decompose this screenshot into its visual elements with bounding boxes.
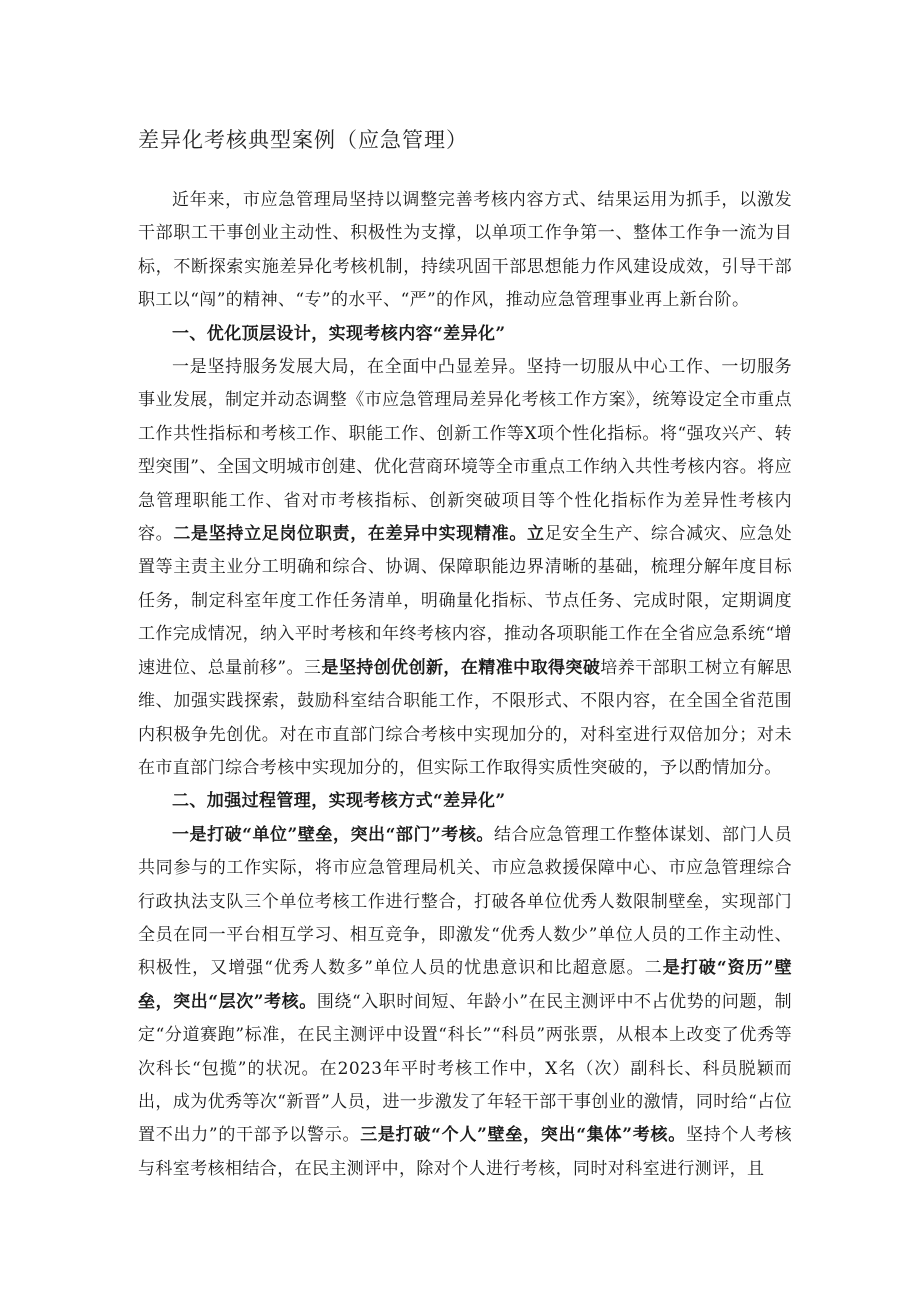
section-2-heading: 二、加强过程管理，实现考核方式“差异化” [172,791,506,812]
section-2-point-1: 结合应急管理工作整体谋划、部门人员共同参与的工作实际，将市应急管理局机关、市应急救援保障中心、市应急管理综合行政执法支队三个单位考核工作进行整合，打破各单位优秀人数限制壁垒，实现部门全员在同一平台相互学习、相互竞争，即激发“优秀人数少”单位人员的工作主动性、积极性，又增强“优秀人数多”单位人员的忧患意识和比超意愿。二 [138,824,792,979]
section-1-body [138,351,792,785]
section-2-point-1-lead: 一是打破“单位”壁垒，突出“部门”考核。 [172,824,494,845]
section-2-point-3: 坚持个人考核与科室考核相结合，在民主测评中，除对个人进行考核，同时对科室进行测评，且 [138,1125,792,1179]
section-1-point-1: 一是坚持服务发展大局，在全面中凸显差异。坚持一切服从中心工作、一切服务事业发展，制定并动态调整《市应急管理局差异化考核工作方案》，统筹设定全市重点工作共性指标和考核工作、职能工作、创新工作等X项个性化指标。将“强攻兴产、转型突围”、全国文明城市创建、优化营商环境等全市重点工作纳入共性考核内容。将应急管理职能工作、省对市考核指标、创新突破项目等个性化指标作为差异性考核内容。 [138,357,792,545]
intro-paragraph: 近年来，市应急管理局坚持以调整完善考核内容方式、结果运用为抓手，以激发干部职工干事创业主动性、积极性为支撑，以单项工作争第一、整体工作争一流为目标，不断探索实施差异化考核机制，持续巩固干部思想能力作风建设成效，引导干部职工以“闯”的精神、“专”的水平、“严”的作风，推动应急管理事业再上新台阶。 [138,190,792,311]
section-2-body [138,819,792,1186]
section-1-point-3-lead: 是坚持创优创新，在精准中取得突破 [321,657,601,678]
section-1-point-2-lead: 二是坚持立足岗位职责，在差异中实现精准。立 [173,524,545,545]
section-1-point-2: 足安全生产、综合减灾、应急处置等主责主业分工明确和综合、协调、保障职能边界清晰的基础，梳理分解年度目标任务，制定科室年度工作任务清单，明确量化指标、节点任务、完成时限，定期调度工作完成情况，纳入平时考核和年终考核内容，推动各项职能工作在全省应急系统“增速进位、总量前移”。三 [138,524,792,678]
section-2-point-2-lead: 是打破“资历”壁垒，突出“层次”考核。 [138,958,792,1012]
section-1-point-3: 培养干部职工树立有解思维、加强实践探索，鼓励科室结合职能工作，不限形式、不限内容，在全国全省范围内积极争先创优。对在市直部门综合考核中实现加分的，对科室进行双倍加分；对未在市直部门综合考核中实现加分的，但实际工作取得实质性突破的，予以酌情加分。 [138,657,792,778]
section-2-point-2: 围绕“入职时间短、年龄小”在民主测评中不占优势的问题，制定“分道赛跑”标准，在民主测评中设置“科长”“科员”两张票，从根本上改变了优秀等次科长“包揽”的状况。在2023年平时考核工作中，X名（次）副科长、科员脱颖而出，成为优秀等次“新晋”人员，进一步激发了年轻干部干事创业的激情，同时给“占位置不出力”的干部予以警示。 [138,991,792,1146]
section-2-point-3-lead: 三是打破“个人”壁垒，突出“集体”考核。 [360,1125,686,1146]
document-title: 差异化考核典型案例（应急管理） [138,128,468,152]
section-1-heading: 一、优化顶层设计，实现考核内容“差异化” [172,323,506,344]
